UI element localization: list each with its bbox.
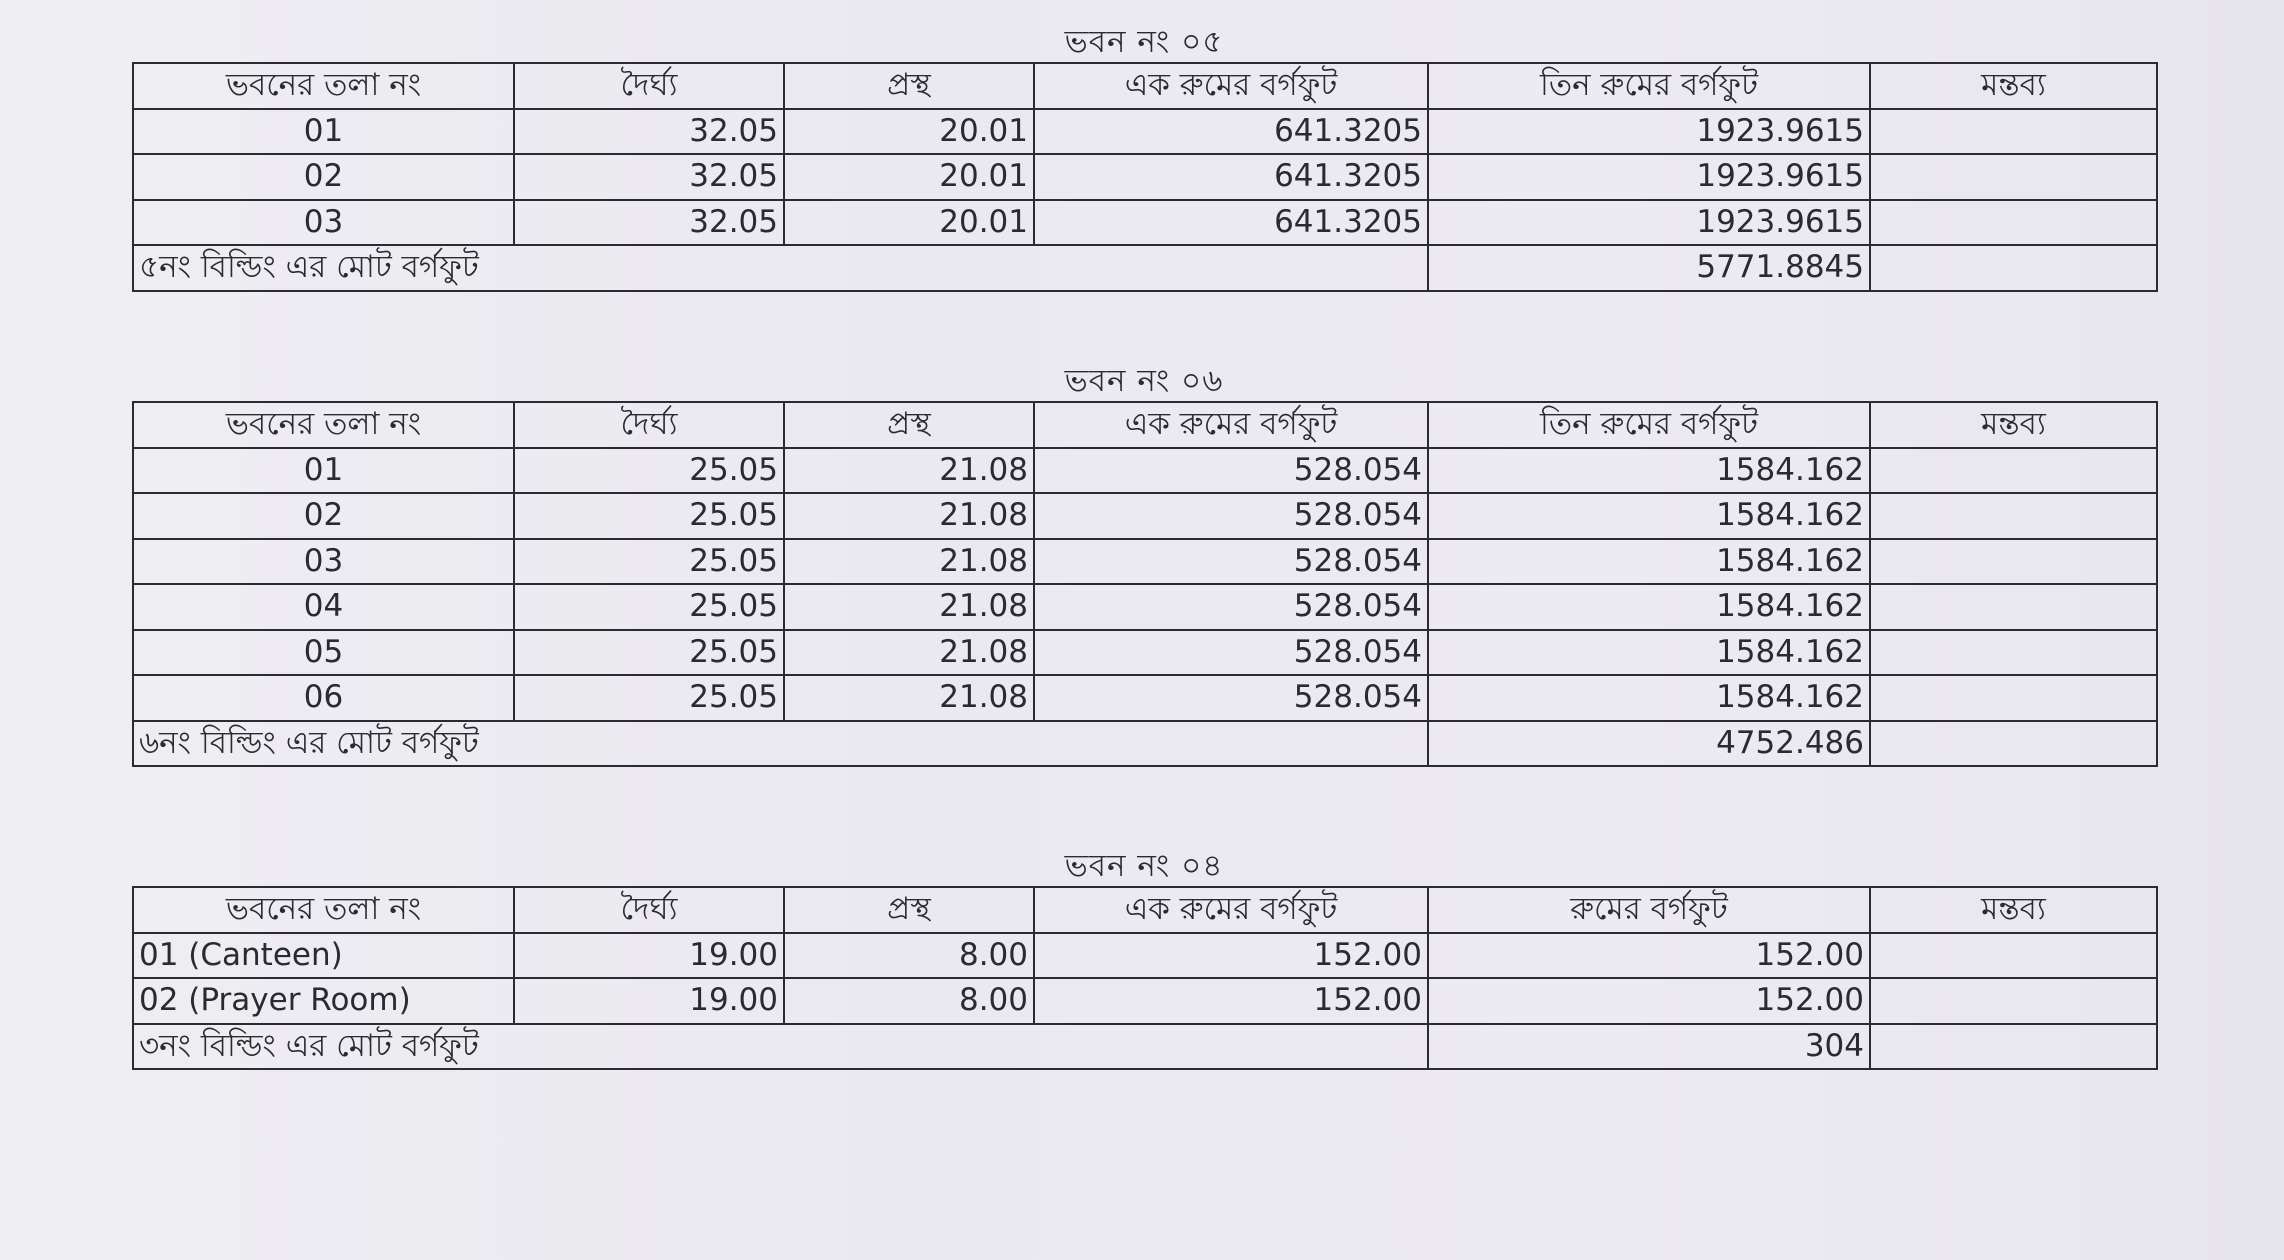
remarks-cell	[1870, 109, 2157, 155]
one-room-cell: 152.00	[1034, 978, 1428, 1024]
width-cell: 8.00	[784, 933, 1034, 979]
length-cell: 25.05	[514, 539, 784, 585]
one-room-cell: 528.054	[1034, 448, 1428, 494]
table-row	[133, 584, 2157, 630]
floor-cell: 02	[133, 493, 514, 539]
remarks-header: মন্তব্য	[1870, 402, 2157, 448]
total-label: ৫নং বিল্ডিং এর মোট বর্গফুট	[133, 245, 1428, 291]
length-header: দৈর্ঘ্য	[514, 63, 784, 109]
header-row	[133, 887, 2157, 933]
table-row	[133, 630, 2157, 676]
building-04-caption: ভবন নং ০৪	[1064, 848, 1224, 884]
building-06-caption: ভবন নং ০৬	[1064, 363, 1224, 399]
length-cell: 25.05	[514, 493, 784, 539]
total-label: ৩নং বিল্ডিং এর মোট বর্গফুট	[133, 1024, 1428, 1070]
total-row	[133, 721, 2157, 767]
remarks-cell	[1870, 1024, 2157, 1070]
length-cell: 25.05	[514, 675, 784, 721]
total-row	[133, 1024, 2157, 1070]
one-room-cell: 528.054	[1034, 493, 1428, 539]
one-room-cell: 528.054	[1034, 584, 1428, 630]
one-room-sqft-header: এক রুমের বর্গফুট	[1034, 402, 1428, 448]
remarks-cell	[1870, 154, 2157, 200]
one-room-cell: 641.3205	[1034, 154, 1428, 200]
header-row	[133, 63, 2157, 109]
total-value: 5771.8845	[1428, 245, 1870, 291]
remarks-cell	[1870, 448, 2157, 494]
three-room-cell: 1584.162	[1428, 584, 1870, 630]
room-sqft-cell: 152.00	[1428, 978, 1870, 1024]
length-header: দৈর্ঘ্য	[514, 402, 784, 448]
floor-header: ভবনের তলা নং	[133, 63, 514, 109]
width-cell: 21.08	[784, 493, 1034, 539]
width-cell: 8.00	[784, 978, 1034, 1024]
remarks-cell	[1870, 200, 2157, 246]
remarks-cell	[1870, 933, 2157, 979]
floor-cell: 06	[133, 675, 514, 721]
length-cell: 19.00	[514, 978, 784, 1024]
floor-cell: 01	[133, 109, 514, 155]
one-room-cell: 641.3205	[1034, 200, 1428, 246]
room-sqft-cell: 152.00	[1428, 933, 1870, 979]
table-row	[133, 200, 2157, 246]
building-05-table	[132, 62, 2158, 292]
floor-cell: 03	[133, 200, 514, 246]
floor-header: ভবনের তলা নং	[133, 887, 514, 933]
three-room-cell: 1584.162	[1428, 675, 1870, 721]
remarks-cell	[1870, 675, 2157, 721]
table-row	[133, 493, 2157, 539]
one-room-cell: 528.054	[1034, 630, 1428, 676]
length-cell: 32.05	[514, 109, 784, 155]
one-room-cell: 528.054	[1034, 675, 1428, 721]
floor-cell: 02	[133, 154, 514, 200]
three-room-cell: 1923.9615	[1428, 154, 1870, 200]
table-row	[133, 675, 2157, 721]
one-room-sqft-header: এক রুমের বর্গফুট	[1034, 887, 1428, 933]
table-row	[133, 978, 2157, 1024]
building-06-table	[132, 401, 2158, 767]
length-header: দৈর্ঘ্য	[514, 887, 784, 933]
length-cell: 25.05	[514, 584, 784, 630]
total-row	[133, 245, 2157, 291]
floor-header: ভবনের তলা নং	[133, 402, 514, 448]
width-cell: 20.01	[784, 154, 1034, 200]
total-label: ৬নং বিল্ডিং এর মোট বর্গফুট	[133, 721, 1428, 767]
floor-cell: 04	[133, 584, 514, 630]
room-sqft-header: রুমের বর্গফুট	[1428, 887, 1870, 933]
three-room-cell: 1923.9615	[1428, 200, 1870, 246]
floor-cell: 01 (Canteen)	[133, 933, 514, 979]
width-cell: 21.08	[784, 539, 1034, 585]
floor-cell: 03	[133, 539, 514, 585]
width-cell: 21.08	[784, 675, 1034, 721]
remarks-cell	[1870, 630, 2157, 676]
three-room-sqft-header: তিন রুমের বর্গফুট	[1428, 63, 1870, 109]
building-04-table	[132, 886, 2158, 1070]
floor-cell: 02 (Prayer Room)	[133, 978, 514, 1024]
remarks-cell	[1870, 584, 2157, 630]
three-room-cell: 1584.162	[1428, 539, 1870, 585]
length-cell: 25.05	[514, 630, 784, 676]
building-05-section	[132, 22, 2156, 292]
remarks-cell	[1870, 539, 2157, 585]
width-cell: 21.08	[784, 448, 1034, 494]
length-cell: 32.05	[514, 200, 784, 246]
table-row	[133, 448, 2157, 494]
three-room-cell: 1584.162	[1428, 493, 1870, 539]
table-row	[133, 154, 2157, 200]
width-cell: 20.01	[784, 200, 1034, 246]
one-room-cell: 152.00	[1034, 933, 1428, 979]
length-cell: 25.05	[514, 448, 784, 494]
building-05-caption: ভবন নং ০৫	[1064, 24, 1224, 60]
remarks-cell	[1870, 493, 2157, 539]
width-header: প্রস্থ	[784, 63, 1034, 109]
remarks-cell	[1870, 721, 2157, 767]
three-room-cell: 1923.9615	[1428, 109, 1870, 155]
floor-cell: 05	[133, 630, 514, 676]
total-value: 4752.486	[1428, 721, 1870, 767]
width-header: প্রস্থ	[784, 402, 1034, 448]
remarks-cell	[1870, 978, 2157, 1024]
table-row	[133, 933, 2157, 979]
three-room-cell: 1584.162	[1428, 630, 1870, 676]
three-room-cell: 1584.162	[1428, 448, 1870, 494]
one-room-sqft-header: এক রুমের বর্গফুট	[1034, 63, 1428, 109]
width-cell: 20.01	[784, 109, 1034, 155]
remarks-header: মন্তব্য	[1870, 63, 2157, 109]
table-row	[133, 109, 2157, 155]
one-room-cell: 528.054	[1034, 539, 1428, 585]
total-value: 304	[1428, 1024, 1870, 1070]
header-row	[133, 402, 2157, 448]
width-cell: 21.08	[784, 630, 1034, 676]
floor-cell: 01	[133, 448, 514, 494]
three-room-sqft-header: তিন রুমের বর্গফুট	[1428, 402, 1870, 448]
length-cell: 32.05	[514, 154, 784, 200]
remarks-header: মন্তব্য	[1870, 887, 2157, 933]
one-room-cell: 641.3205	[1034, 109, 1428, 155]
building-04-section	[132, 846, 2156, 1070]
remarks-cell	[1870, 245, 2157, 291]
width-cell: 21.08	[784, 584, 1034, 630]
table-row	[133, 539, 2157, 585]
building-06-section	[132, 361, 2156, 767]
length-cell: 19.00	[514, 933, 784, 979]
width-header: প্রস্থ	[784, 887, 1034, 933]
